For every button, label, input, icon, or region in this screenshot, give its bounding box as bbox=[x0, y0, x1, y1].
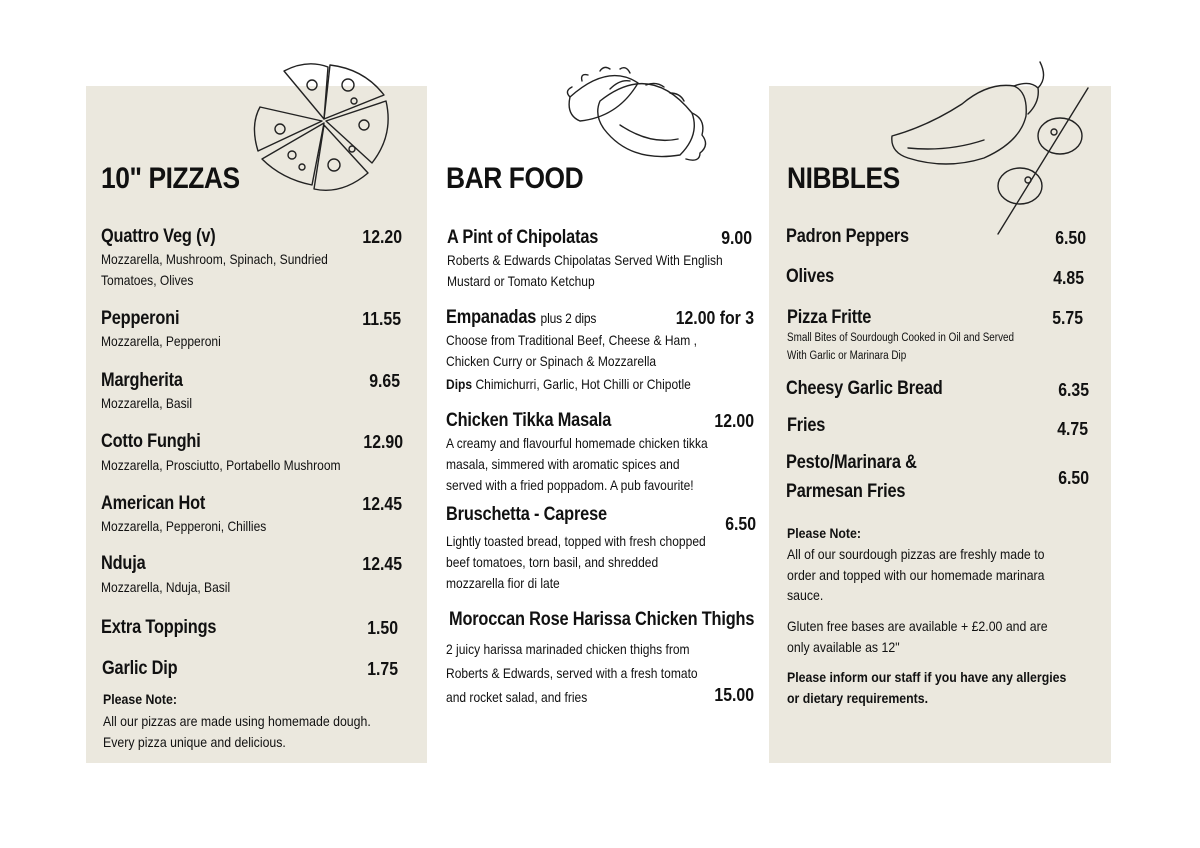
menu-item-name: Pesto/Marinara & bbox=[786, 452, 917, 473]
menu-item-name: Olives bbox=[786, 266, 835, 287]
menu-item-price: 12.00 bbox=[714, 411, 754, 431]
dips-label: Dips bbox=[446, 376, 473, 392]
menu-item-name: Fries bbox=[787, 415, 826, 436]
dips-line bbox=[446, 374, 691, 395]
menu-item-description: Small Bites of Sourdough Cooked in Oil and Served With Garlic or Marinara Dip bbox=[787, 332, 1015, 362]
nibbles-note-sourdough: All of our sourdough pizzas are freshly made to order and topped with our homemade marinara sauce. bbox=[787, 546, 1045, 603]
nibbles-note-allergies: Please inform our staff if you have any allergies or dietary requirements. bbox=[787, 669, 1067, 706]
menu-item-price: 12.00 for 3 bbox=[675, 308, 754, 328]
menu-item-description: Roberts & Edwards Chipolatas Served With English Mustard or Tomato Ketchup bbox=[447, 252, 723, 289]
menu-item-price: 9.00 bbox=[721, 228, 752, 248]
menu-item-name: American Hot bbox=[101, 493, 206, 514]
menu-item-price: 6.50 bbox=[725, 514, 756, 534]
menu-item-name: Quattro Veg (v) bbox=[101, 226, 216, 247]
nibbles-heading: NIBBLES bbox=[787, 162, 900, 195]
menu-item-description: Choose from Traditional Beef, Cheese & Ham , Chicken Curry or Spinach & Mozzarella bbox=[446, 332, 697, 369]
menu-item-price: 12.45 bbox=[362, 554, 402, 574]
menu-item-name: Moroccan Rose Harissa Chicken Thighs bbox=[449, 609, 755, 630]
menu-item-name: Bruschetta - Caprese bbox=[446, 504, 607, 525]
menu-item-price: 15.00 bbox=[714, 685, 754, 705]
menu-item-name: Cotto Funghi bbox=[101, 431, 201, 452]
menu-item-name: Extra Toppings bbox=[101, 617, 217, 638]
menu-item-name: Pepperoni bbox=[101, 308, 180, 329]
menu-item-name: Padron Peppers bbox=[786, 226, 909, 247]
menu-item-price: 1.50 bbox=[367, 618, 398, 638]
menu-item-description: Mozzarella, Prosciutto, Portabello Mushroom bbox=[101, 457, 341, 473]
menu-item-price: 6.50 bbox=[1058, 468, 1089, 488]
bar-food-heading: BAR FOOD bbox=[446, 162, 584, 195]
pizza-slices-illustration bbox=[252, 55, 397, 195]
nibbles-note-heading: Please Note: bbox=[787, 525, 861, 541]
menu-item-name: Nduja bbox=[101, 553, 146, 574]
menu-item-name-line-2: Parmesan Fries bbox=[786, 481, 906, 502]
menu-item-description: Lightly toasted bread, topped with fresh chopped beef tomatoes, torn basil, and shredded mozzarella fior di late bbox=[446, 533, 706, 591]
menu-item-name: Garlic Dip bbox=[102, 658, 178, 679]
menu-item-price: 1.75 bbox=[367, 659, 398, 679]
menu-item-name: Margherita bbox=[101, 370, 183, 391]
menu-item-price: 5.75 bbox=[1052, 308, 1083, 328]
menu-item-name: A Pint of Chipolatas bbox=[447, 227, 599, 248]
pepper-and-olive-skewer-illustration bbox=[888, 58, 1098, 238]
menu-item-price: 6.35 bbox=[1058, 380, 1089, 400]
menu-item-description: 2 juicy harissa marinaded chicken thighs from Roberts & Edwards, served with a fresh tomato and rocket salad, and fries bbox=[446, 641, 698, 705]
menu-item-description: A creamy and flavourful homemade chicken tikka masala, simmered with aromatic spices and served with a fried poppadom. A pub favourite! bbox=[446, 435, 708, 493]
menu-item-description: Mozzarella, Nduja, Basil bbox=[101, 579, 231, 595]
menu-item-name: Cheesy Garlic Bread bbox=[786, 378, 943, 399]
dips-options: Chimichurri, Garlic, Hot Chilli or Chipotle bbox=[475, 376, 691, 392]
menu-item-description: Mozzarella, Mushroom, Spinach, Sundried Tomatoes, Olives bbox=[101, 251, 328, 288]
menu-item-name: Chicken Tikka Masala bbox=[446, 410, 612, 431]
menu-item-price: 4.85 bbox=[1053, 268, 1084, 288]
pizzas-heading: 10" PIZZAS bbox=[101, 162, 240, 195]
menu-item-description: Mozzarella, Basil bbox=[101, 395, 193, 411]
menu-item-price: 12.45 bbox=[362, 494, 402, 514]
menu-item-price: 9.65 bbox=[369, 371, 400, 391]
menu-item-price: 12.20 bbox=[362, 227, 402, 247]
menu-item-price: 4.75 bbox=[1057, 419, 1088, 439]
menu-item-price: 11.55 bbox=[362, 309, 401, 329]
menu-item-suffix: plus 2 dips bbox=[540, 310, 597, 326]
menu-item-name bbox=[446, 307, 596, 329]
menu-item-name-text: Empanadas bbox=[446, 307, 537, 328]
pizzas-note: All our pizzas are made using homemade dough. Every pizza unique and delicious. bbox=[103, 713, 371, 750]
menu-item-description: Mozzarella, Pepperoni bbox=[101, 333, 221, 349]
pizzas-note-heading: Please Note: bbox=[103, 691, 177, 707]
empanada-illustration bbox=[560, 55, 715, 165]
menu-item-price: 12.90 bbox=[363, 432, 403, 452]
nibbles-note-gluten-free: Gluten free bases are available + £2.00 and are only available as 12" bbox=[787, 618, 1048, 655]
menu-item-price: 6.50 bbox=[1055, 228, 1086, 248]
menu-item-name: Pizza Fritte bbox=[787, 307, 872, 328]
menu-item-description: Mozzarella, Pepperoni, Chillies bbox=[101, 518, 267, 534]
